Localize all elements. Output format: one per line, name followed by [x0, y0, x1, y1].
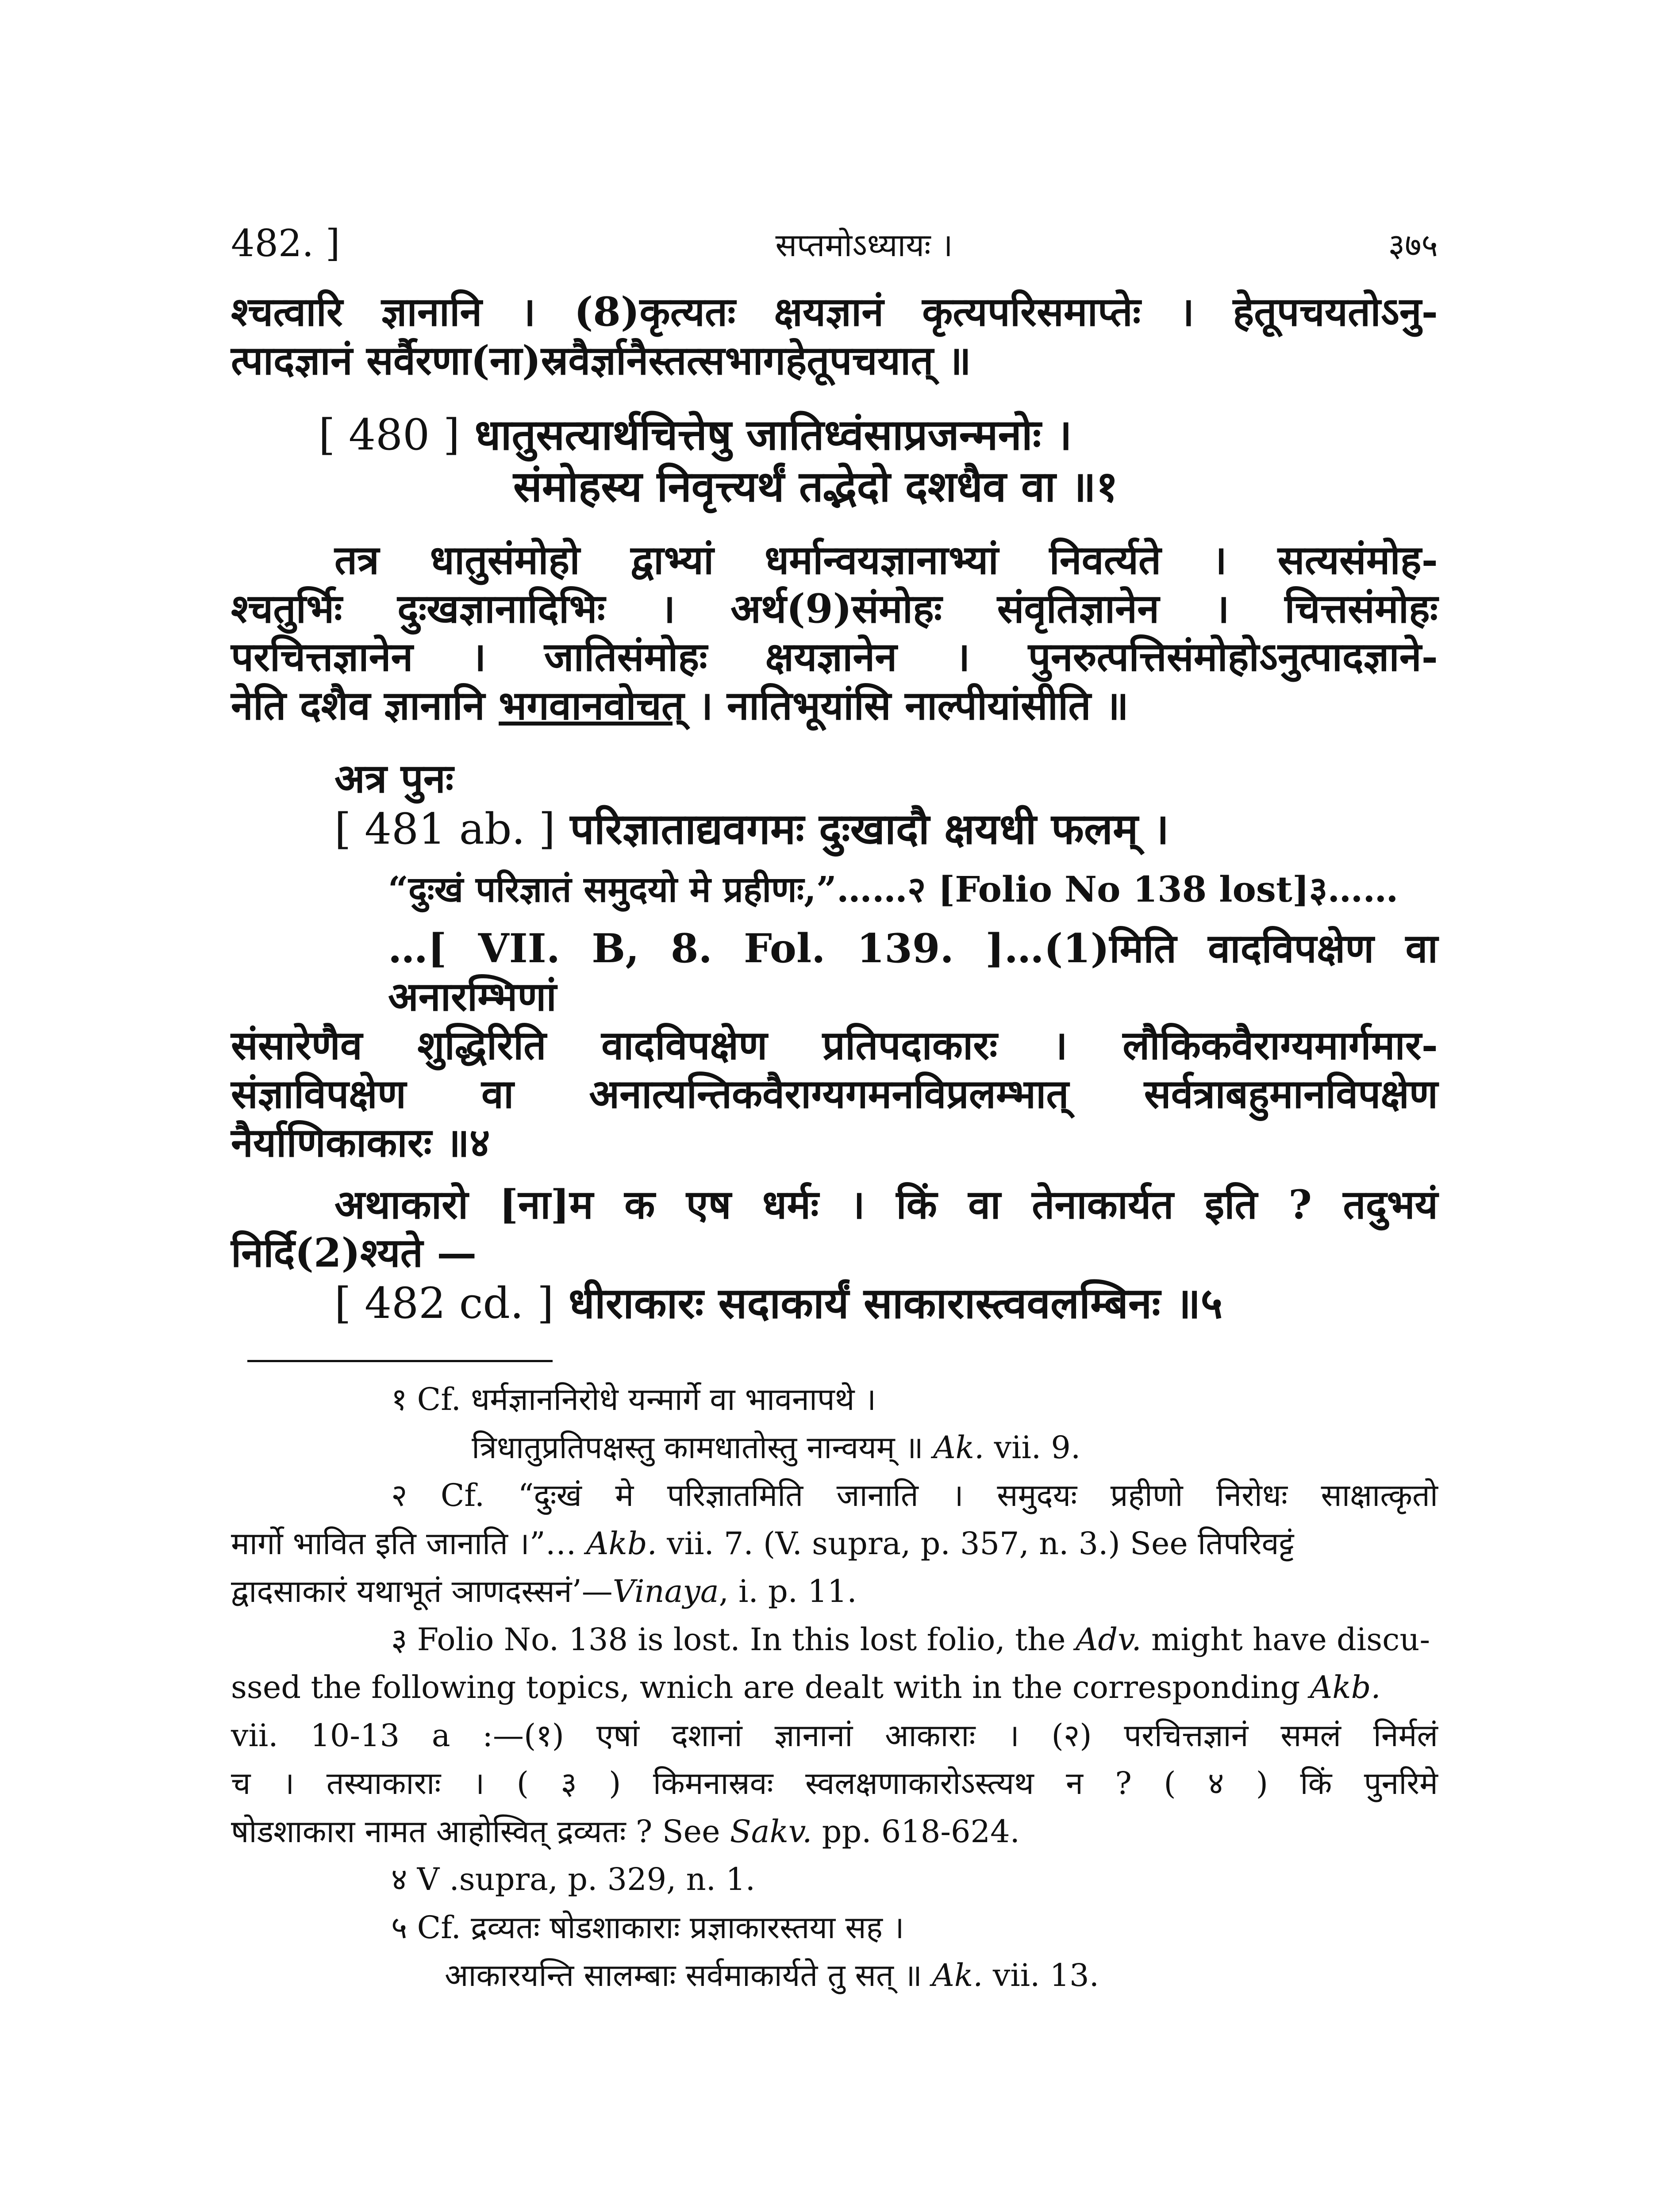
- footnote-rule: [247, 1360, 553, 1362]
- page-number-devanagari: ३७५: [1388, 227, 1438, 264]
- quote-line: “दुःखं परिज्ञातं समुदयो मे प्रहीणः,”……२ [Folio No 138 lost]३……: [388, 868, 1399, 910]
- text: ssed the following topics, wnich are dealt with in the corresponding: [231, 1669, 1310, 1706]
- verse-480-line-2: संमोहस्य निवृत्त्यर्थं तद्भेदो दशधैव वा ॥१: [513, 461, 1118, 511]
- paragraph-line: निर्दि(2)श्यते —: [231, 1229, 477, 1277]
- text: vii. 7. (V. supra, p. 357, n. 3.) See तिपरिवट्टं: [657, 1525, 1294, 1562]
- verse-480-line-1: [319, 409, 1438, 461]
- footnote-2-line-2: [231, 1520, 1438, 1568]
- underlined-text: भगवानवोचत्: [499, 682, 684, 730]
- page-number-left: 482. ]: [231, 222, 340, 265]
- footnote-1-line-2: [472, 1424, 1438, 1472]
- text: might have discu-: [1141, 1621, 1430, 1658]
- footnote-5: ५ Cf. द्रव्यतः षोडशाकाराः प्रज्ञाकारस्तया सह ।: [391, 1909, 904, 1946]
- atra-punah: अत्र पुनः: [334, 755, 454, 802]
- footnote-2: २ Cf. “दुःखं मे परिज्ञातमिति जानाति । समुदयः प्रहीणो निरोधः साक्षात्कृतो: [391, 1477, 1438, 1514]
- verse-number: [ 480 ]: [319, 410, 460, 460]
- paragraph-line: त्पादज्ञानं सर्वैरणा(ना)स्रवैर्ज्ञानैस्तत्सभागहेतूपचयात् ॥: [231, 337, 971, 384]
- citation: Akb.: [586, 1525, 657, 1562]
- text: षोडशाकारा नामत आहोस्वित् द्रव्यतः ? See: [231, 1813, 730, 1850]
- paragraph-line: अथाकारो [ना]म क एष धर्मः । किं वा तेनाकार्यत इति ? तदुभयं: [334, 1181, 1438, 1228]
- verse-text: धीराकारः सदाकार्यं साकारास्त्ववलम्बिनः ॥५: [568, 1278, 1223, 1329]
- paragraph-line: …[ VII. B, 8. Fol. 139. ]…(1)मिति वादविपक्षेण वा अनारम्भिणां: [388, 925, 1438, 1021]
- text: आकारयन्ति सालम्बाः सर्वमाकार्यते तु सत् ॥: [445, 1957, 932, 1994]
- verse-text: धातुसत्यार्थचित्तेषु जातिध्वंसाप्रजन्मनोः ।: [474, 410, 1072, 460]
- footnote-3-line-4: च । तस्याकाराः । ( ३ ) किमनास्रवः स्वलक्षणाकारोऽस्त्यथ न ? ( ४ ) किं पुनरिमे: [231, 1765, 1438, 1802]
- footnote-2-line-3: [231, 1567, 1438, 1616]
- citation: Ak.: [933, 1429, 984, 1466]
- text: , i. p. 11.: [719, 1573, 857, 1610]
- paragraph-line: संसारेणैव शुद्धिरिति वादविपक्षेण प्रतिपदाकारः । लौकिकवैराग्यमार्गमार-: [231, 1022, 1438, 1069]
- paragraph-line: परचित्तज्ञानेन । जातिसंमोहः क्षयज्ञानेन । पुनरुत्पत्तिसंमोहोऽनुत्पादज्ञाने-: [231, 634, 1438, 681]
- footnote-3-line-2: [231, 1663, 1438, 1712]
- footnote-3: [391, 1616, 1438, 1664]
- verse-481: [334, 803, 1438, 855]
- text: । नातिभूयांसि नाल्पीयांसीति ॥: [684, 682, 1129, 730]
- footnote-4: ४ V .supra, p. 329, n. 1.: [391, 1861, 756, 1898]
- footnote-5-line-2: [445, 1951, 1438, 2000]
- citation: Vinaya: [612, 1573, 719, 1610]
- citation: Sakv.: [730, 1813, 812, 1850]
- text: vii. 9.: [984, 1429, 1081, 1466]
- verse-482: [334, 1278, 1438, 1329]
- citation: Ak.: [932, 1957, 983, 1994]
- text: मार्गो भावित इति जानाति ।”…: [231, 1525, 586, 1562]
- verse-number: [ 481 ab. ]: [334, 804, 555, 854]
- text: pp. 618-624.: [812, 1813, 1020, 1850]
- paragraph-line: श्चत्वारि ज्ञानानि । (8)कृत्यतः क्षयज्ञानं कृत्यपरिसमाप्तेः । हेतूपचयतोऽनु-: [231, 288, 1438, 335]
- verse-text: परिज्ञाताद्यवगमः दुःखादौ क्षयधी फलम् ।: [570, 803, 1169, 854]
- citation: Adv.: [1075, 1621, 1142, 1658]
- text: द्वादसाकारं यथाभूतं ञाणदस्सनं’—: [231, 1573, 613, 1610]
- running-head: सप्तमोऽध्यायः ।: [775, 227, 953, 264]
- citation: Akb.: [1310, 1669, 1381, 1706]
- footnote-1: १ Cf. धर्मज्ञाननिरोधे यन्मार्गे वा भावनापथे ।: [391, 1381, 876, 1418]
- paragraph-line: [231, 682, 1438, 730]
- text: नेति दशैव ज्ञानानि: [231, 682, 499, 730]
- running-header: [231, 221, 1438, 266]
- paragraph-line: श्चतुर्भिः दुःखज्ञानादिभिः । अर्थ(9)संमोहः संवृतिज्ञानेन । चित्तसंमोहः: [231, 585, 1438, 632]
- footnote-3-line-3: vii. 10-13 a :—(१) एषां दशानां ज्ञानानां आकाराः । (२) परचित्तज्ञानं समलं निर्मलं: [231, 1717, 1438, 1754]
- paragraph-line: संज्ञाविपक्षेण वा अनात्यन्तिकवैराग्यगमनविप्रलम्भात् सर्वत्राबहुमानविपक्षेण: [231, 1070, 1438, 1118]
- footnote-3-line-5: [231, 1808, 1438, 1856]
- paragraph-line: तत्र धातुसंमोहो द्वाभ्यां धर्मान्वयज्ञानाभ्यां निवर्त्यते । सत्यसंमोह-: [334, 536, 1438, 584]
- text: vii. 13.: [983, 1957, 1099, 1994]
- paragraph-line: नैर्याणिकाकारः ॥४: [231, 1119, 490, 1166]
- verse-number: [ 482 cd. ]: [334, 1279, 554, 1329]
- text: ३ Folio No. 138 is lost. In this lost folio, the: [391, 1621, 1076, 1658]
- text: त्रिधातुप्रतिपक्षस्तु कामधातोस्तु नान्वयम् ॥: [472, 1429, 934, 1466]
